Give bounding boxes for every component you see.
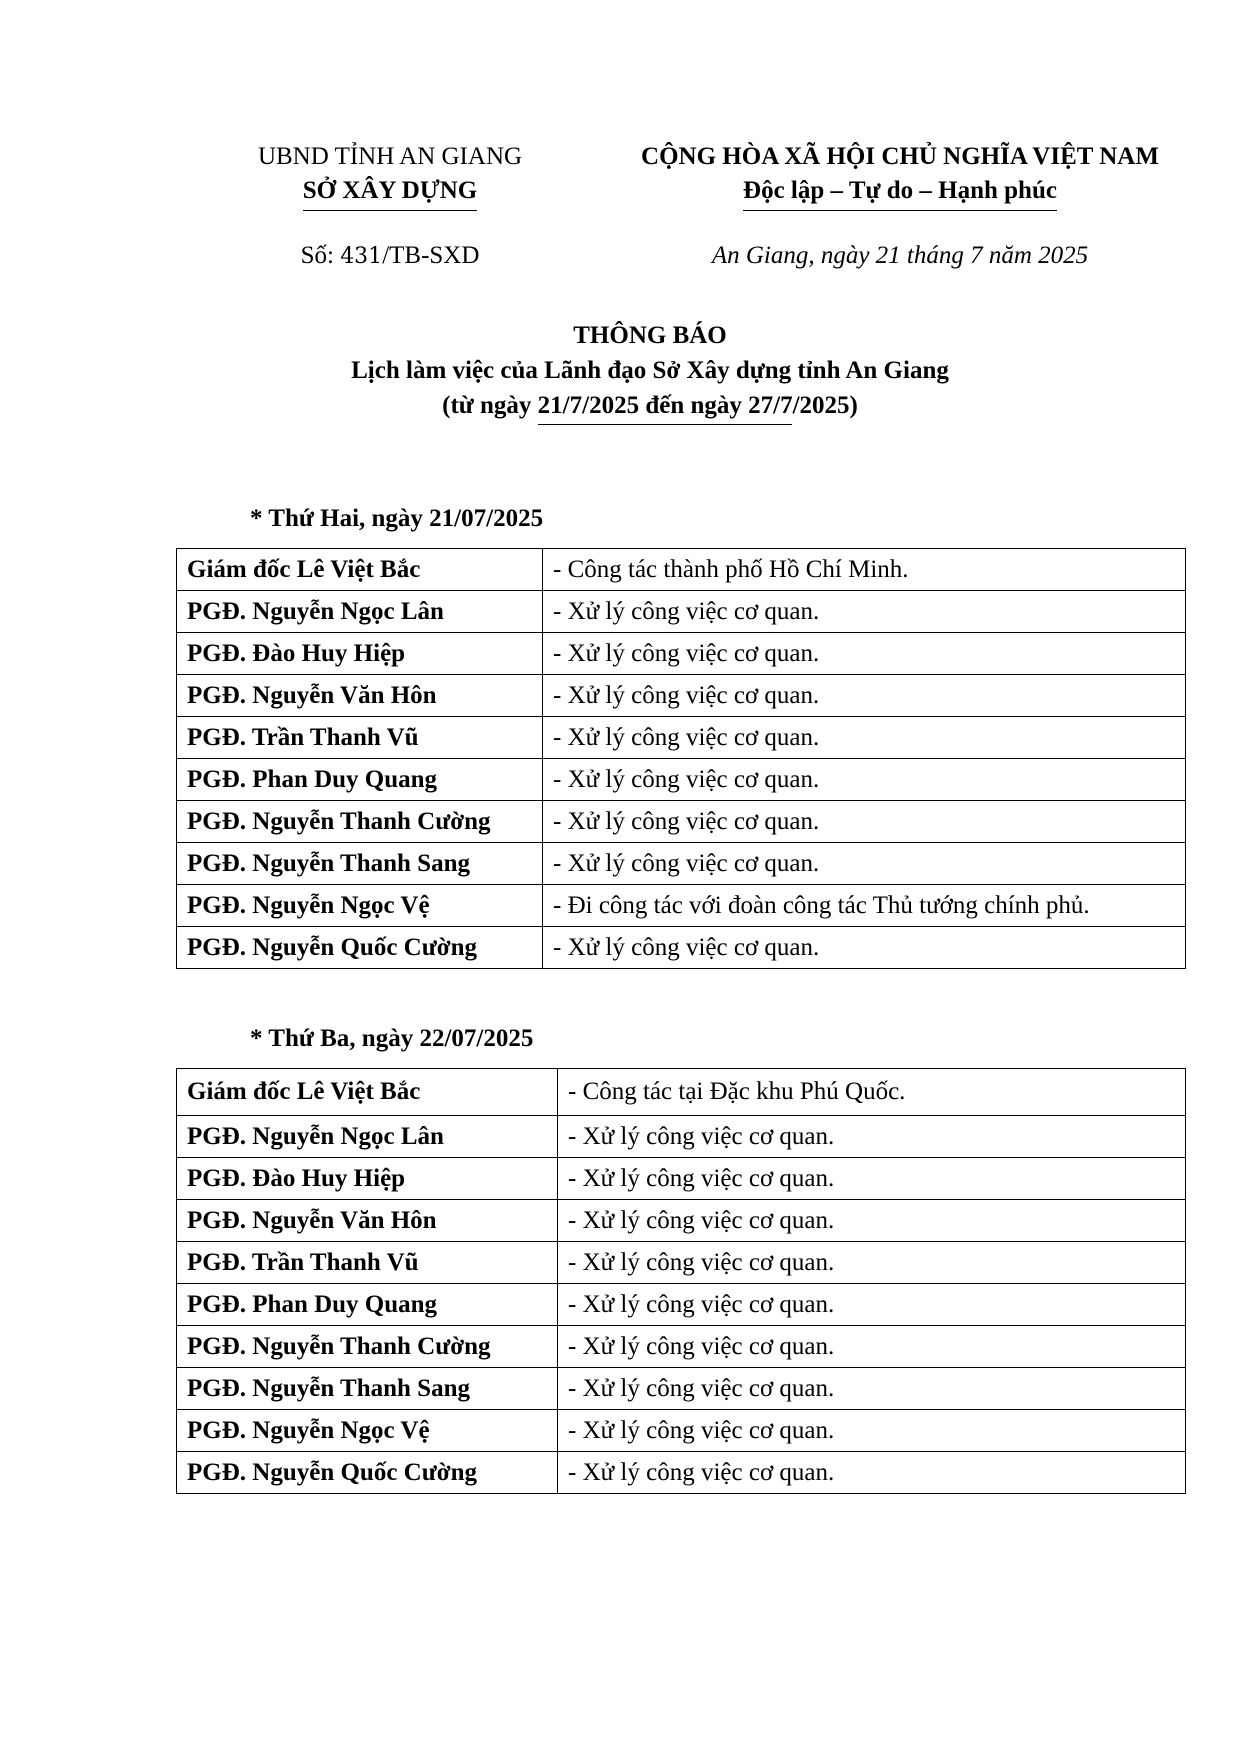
leader-name: PGĐ. Nguyễn Ngọc Lân (177, 591, 543, 633)
title-underline (538, 424, 792, 425)
leader-task: - Xử lý công việc cơ quan. (558, 1116, 1186, 1158)
leader-task: - Xử lý công việc cơ quan. (558, 1284, 1186, 1326)
title-heading: THÔNG BÁO (573, 322, 727, 349)
leader-name: PGĐ. Nguyễn Văn Hôn (177, 1200, 558, 1242)
leader-task: - Xử lý công việc cơ quan. (543, 927, 1186, 969)
document-number: Số: 431/TB-SXD (300, 242, 480, 269)
title-subtitle: Lịch làm việc của Lãnh đạo Sở Xây dựng tỉnh An Giang (351, 357, 949, 384)
table-row (177, 801, 1186, 843)
leader-name: PGĐ. Nguyễn Ngọc Lân (177, 1116, 558, 1158)
leader-name: Giám đốc Lê Việt Bắc (177, 1069, 558, 1116)
table-row (177, 549, 1186, 591)
issuer-block (230, 140, 550, 211)
table-row (177, 1284, 1186, 1326)
leader-task: - Xử lý công việc cơ quan. (543, 801, 1186, 843)
leader-task: - Công tác thành phố Hồ Chí Minh. (543, 549, 1186, 591)
table-row (177, 717, 1186, 759)
leader-task: - Đi công tác với đoàn công tác Thủ tướng chính phủ. (543, 885, 1186, 927)
leader-task: - Xử lý công việc cơ quan. (558, 1242, 1186, 1284)
leader-name: PGĐ. Phan Duy Quang (177, 759, 543, 801)
table-row (177, 843, 1186, 885)
leader-task: - Xử lý công việc cơ quan. (558, 1158, 1186, 1200)
leader-name: Giám đốc Lê Việt Bắc (177, 549, 543, 591)
agency-name: SỞ XÂY DỰNG (303, 174, 478, 211)
leader-task: - Công tác tại Đặc khu Phú Quốc. (558, 1069, 1186, 1116)
leader-name: PGĐ. Trần Thanh Vũ (177, 717, 543, 759)
leader-task: - Xử lý công việc cơ quan. (558, 1326, 1186, 1368)
leader-name: PGĐ. Nguyễn Ngọc Vệ (177, 1410, 558, 1452)
table-row (177, 927, 1186, 969)
leader-name: PGĐ. Đào Huy Hiệp (177, 633, 543, 675)
leader-name: PGĐ. Nguyễn Thanh Sang (177, 843, 543, 885)
table-row (177, 1158, 1186, 1200)
leader-name: PGĐ. Phan Duy Quang (177, 1284, 558, 1326)
national-header (600, 140, 1200, 211)
leader-task: - Xử lý công việc cơ quan. (543, 591, 1186, 633)
national-motto: Độc lập – Tự do – Hạnh phúc (743, 174, 1057, 211)
table-row (177, 591, 1186, 633)
leader-task: - Xử lý công việc cơ quan. (558, 1368, 1186, 1410)
table-row (177, 633, 1186, 675)
schedule-table-tuesday (176, 1068, 1186, 1494)
leader-name: PGĐ. Nguyễn Thanh Cường (177, 1326, 558, 1368)
table-row (177, 1200, 1186, 1242)
leader-name: PGĐ. Nguyễn Thanh Sang (177, 1368, 558, 1410)
day-heading-monday: * Thứ Hai, ngày 21/07/2025 (250, 505, 544, 532)
leader-task: - Xử lý công việc cơ quan. (543, 759, 1186, 801)
leader-task: - Xử lý công việc cơ quan. (543, 843, 1186, 885)
leader-name: PGĐ. Đào Huy Hiệp (177, 1158, 558, 1200)
leader-name: PGĐ. Nguyễn Thanh Cường (177, 801, 543, 843)
table-row (177, 1242, 1186, 1284)
title-period: (từ ngày 21/7/2025 đến ngày 27/7/2025) (442, 392, 858, 419)
leader-task: - Xử lý công việc cơ quan. (558, 1200, 1186, 1242)
table-row (177, 759, 1186, 801)
leader-name: PGĐ. Nguyễn Quốc Cường (177, 1452, 558, 1494)
place-date: An Giang, ngày 21 tháng 7 năm 2025 (711, 242, 1089, 269)
day-heading-tuesday: * Thứ Ba, ngày 22/07/2025 (250, 1025, 534, 1052)
leader-task: - Xử lý công việc cơ quan. (543, 633, 1186, 675)
table-row (177, 1452, 1186, 1494)
table-row (177, 1326, 1186, 1368)
leader-task: - Xử lý công việc cơ quan. (558, 1410, 1186, 1452)
table-row (177, 675, 1186, 717)
table-row (177, 1410, 1186, 1452)
leader-name: PGĐ. Nguyễn Văn Hôn (177, 675, 543, 717)
schedule-table-monday (176, 548, 1186, 969)
agency-parent: UBND TỈNH AN GIANG (257, 143, 523, 170)
leader-name: PGĐ. Nguyễn Quốc Cường (177, 927, 543, 969)
table-row (177, 1069, 1186, 1116)
table-row (177, 1116, 1186, 1158)
table-row (177, 1368, 1186, 1410)
leader-task: - Xử lý công việc cơ quan. (543, 717, 1186, 759)
table-row (177, 885, 1186, 927)
leader-name: PGĐ. Trần Thanh Vũ (177, 1242, 558, 1284)
country-name: CỘNG HÒA XÃ HỘI CHỦ NGHĨA VIỆT NAM (641, 143, 1159, 170)
leader-name: PGĐ. Nguyễn Ngọc Vệ (177, 885, 543, 927)
leader-task: - Xử lý công việc cơ quan. (543, 675, 1186, 717)
leader-task: - Xử lý công việc cơ quan. (558, 1452, 1186, 1494)
document-number-value: 431 (340, 244, 383, 269)
document-title (150, 318, 1150, 423)
